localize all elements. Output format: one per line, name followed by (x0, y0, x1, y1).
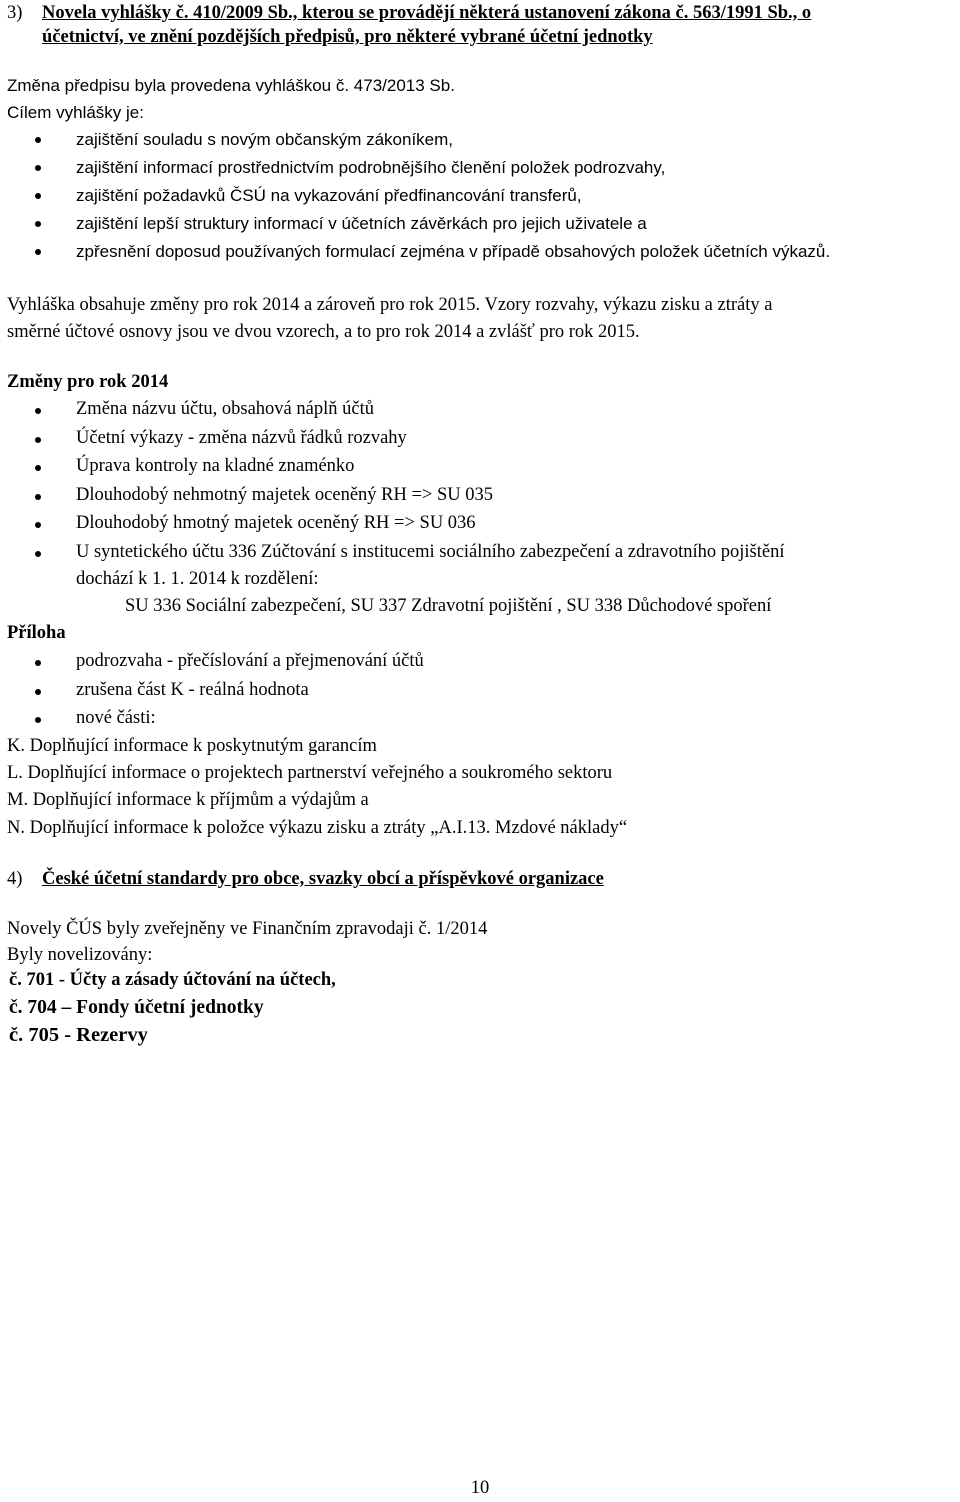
list-item-text: Úprava kontroly na kladné znaménko (76, 456, 355, 476)
published-note: Novely ČÚS byly zveřejněny ve Finančním zpravodaji č. 1/2014 (7, 919, 488, 939)
split-accounts: SU 336 Sociální zabezpečení, SU 337 Zdravotní pojištění , SU 338 Důchodové spoření (125, 596, 772, 616)
new-part-n: N. Doplňující informace k položce výkazu zisku a ztráty „A.I.13. Mzdové náklady“ (7, 818, 628, 838)
bullet-icon (35, 522, 41, 528)
summary-line-1: Vyhláška obsahuje změny pro rok 2014 a zároveň pro rok 2015. Vzory rozvahy, výkazu zisku a ztráty a (7, 295, 773, 315)
bullet-icon (35, 689, 41, 695)
new-part-l: L. Doplňující informace o projektech partnerství veřejného a soukromého sektoru (7, 763, 613, 783)
summary-line-2: směrné účtové osnovy jsou ve dvou vzorech, a to pro rok 2014 a zvlášť pro rok 2015. (7, 322, 640, 342)
standard-701: č. 701 - Účty a zásady účtování na účtech, (9, 970, 336, 990)
section-4-heading (7, 866, 604, 893)
appendix-heading: Příloha (7, 623, 66, 643)
bullet-icon (35, 494, 41, 500)
bullet-icon (35, 437, 41, 443)
standard-705: č. 705 - Rezervy (9, 1024, 148, 1046)
page-number: 10 (470, 1478, 490, 1498)
list-item-text: podrozvaha - přečíslování a přejmenování účtů (76, 651, 424, 671)
bullet-icon (35, 221, 41, 227)
list-item-text: zajištění souladu s novým občanským zákoníkem, (76, 130, 454, 149)
amended-intro: Byly novelizovány: (7, 945, 153, 965)
section-4-number: 4) (7, 869, 23, 889)
bullet-icon (35, 717, 41, 723)
goal-intro: Cílem vyhlášky je: (7, 103, 144, 122)
changes-continuation: dochází k 1. 1. 2014 k rozdělení: (76, 569, 319, 589)
list-item-text: zpřesnění doposud používaných formulací zejména v případě obsahových položek účetních výkazů. (76, 242, 831, 261)
bullet-icon (35, 249, 41, 255)
list-item-text: Dlouhodobý hmotný majetek oceněný RH => SU 036 (76, 513, 476, 533)
list-item-text: Dlouhodobý nehmotný majetek oceněný RH => SU 035 (76, 485, 494, 505)
bullet-icon (35, 137, 41, 143)
bullet-icon (35, 551, 41, 557)
section-4-title: České účetní standardy pro obce, svazky obcí a příspěvkové organizace (42, 869, 604, 889)
section-3-heading (7, 0, 812, 27)
new-part-k: K. Doplňující informace k poskytnutým garancím (7, 736, 377, 756)
bullet-icon (35, 408, 41, 414)
list-item-text: zajištění lepší struktury informací v účetních závěrkách pro jejich uživatele a (76, 214, 647, 233)
new-part-m: M. Doplňující informace k příjmům a výdajům a (7, 790, 369, 810)
section-3-title-line1: Novela vyhlášky č. 410/2009 Sb., kterou se provádějí některá ustanovení zákona č. 563/1991 Sb., o (42, 3, 812, 23)
list-item-text: zrušena část K - reálná hodnota (76, 680, 309, 700)
list-item-text: U syntetického účtu 336 Zúčtování s institucemi sociálního zabezpečení a zdravotního pojištění (76, 542, 785, 562)
bullet-icon (35, 193, 41, 199)
bullet-icon (35, 165, 41, 171)
list-item-text: Účetní výkazy - změna názvů řádků rozvahy (76, 428, 407, 448)
section-3-number: 3) (7, 3, 23, 23)
bullet-icon (35, 660, 41, 666)
list-item-text: nové části: (76, 708, 156, 728)
list-item-text: zajištění informací prostřednictvím podrobnějšího členění položek podrozvahy, (76, 158, 666, 177)
list-item-text: zajištění požadavků ČSÚ na vykazování předfinancování transferů, (76, 186, 582, 205)
list-item-text: Změna názvu účtu, obsahová náplň účtů (76, 399, 374, 419)
standard-704: č. 704 – Fondy účetní jednotky (9, 997, 264, 1018)
changes-heading: Změny pro rok 2014 (7, 372, 169, 392)
section-3-title-line2: účetnictví, ve znění pozdějších předpisů, pro některé vybrané účetní jednotky (42, 27, 653, 47)
change-note: Změna předpisu byla provedena vyhláškou č. 473/2013 Sb. (7, 76, 455, 95)
bullet-icon (35, 465, 41, 471)
